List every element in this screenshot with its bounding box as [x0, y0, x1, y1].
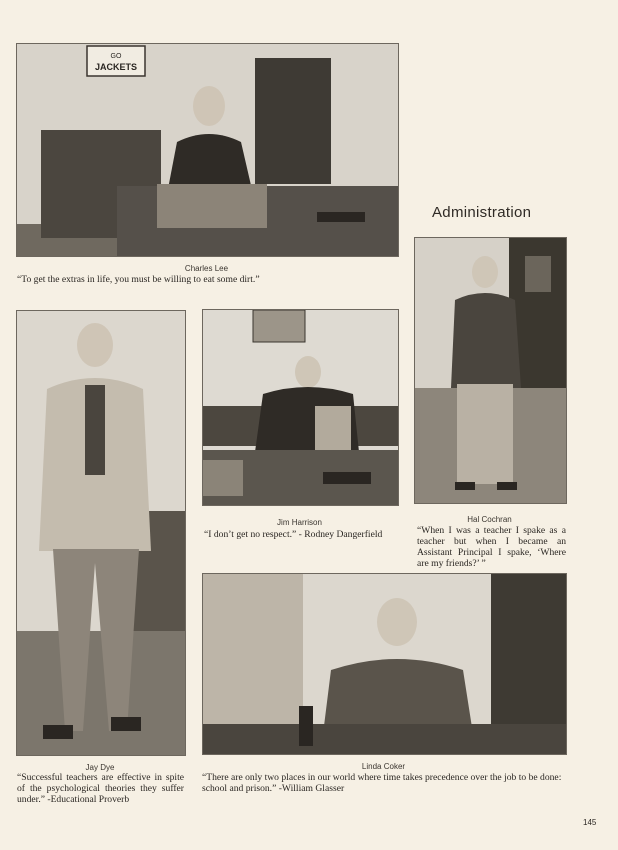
quote-hal-cochran: “When I was a teacher I spake as a teacher but when I became an Assistant Principal I spake, ‘Where are my friends?’ ” [417, 525, 566, 569]
quote-linda-coker: “There are only two places in our world where time takes precedence over the job to be done: school and prison.” -William Glasser [202, 772, 562, 794]
page-number: 145 [583, 818, 597, 827]
pennant-go-text: GO [110, 53, 122, 60]
photo-jim-harrison [202, 309, 399, 506]
quote-charles-lee: “To get the extras in life, you must be willing to eat some dirt.” [17, 274, 260, 285]
name-hal-cochran: Hal Cochran [467, 515, 512, 524]
name-linda-coker: Linda Coker [361, 762, 406, 771]
photo-jay-dye [16, 310, 186, 756]
photo-charles-lee [16, 43, 399, 257]
quote-jim-harrison: “I don’t get no respect.” - Rodney Dangerfield [204, 529, 383, 540]
pennant-jackets-text: JACKETS [94, 62, 138, 72]
name-charles-lee: Charles Lee [184, 264, 229, 273]
section-title: Administration [432, 204, 532, 221]
photo-linda-coker [202, 573, 567, 755]
quote-jay-dye: “Successful teachers are effective in spite of the psychological theories they suffer under.” -Educational Proverb [17, 772, 184, 805]
photo-hal-cochran [414, 237, 567, 504]
name-jay-dye: Jay Dye [85, 763, 115, 772]
name-jim-harrison: Jim Harrison [277, 518, 322, 527]
